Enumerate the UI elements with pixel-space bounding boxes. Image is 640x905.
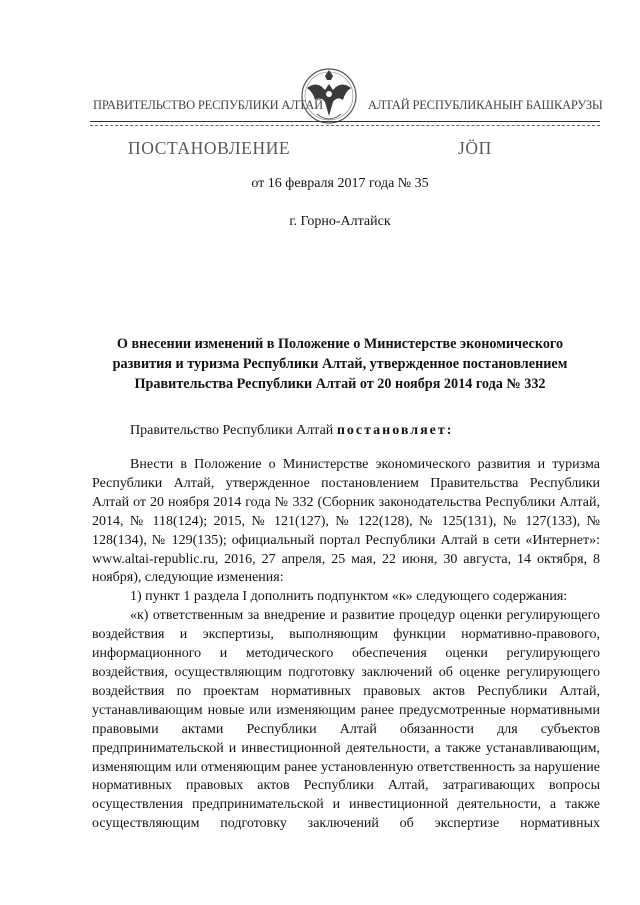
org-name-russian: ПРАВИТЕЛЬСТВО РЕСПУБЛИКИ АЛТАЙ	[93, 98, 323, 112]
decree-verb: постановляет:	[336, 423, 454, 438]
body-paragraph: «к) ответственным за внедрение и развитие процедур оценки регулирующего воздействия и экспертизы, выполняющим функции нормативно-правового, информационного и методического обеспечения оценки регулирующего воздействия, осуществляющим подготовку заключений об оценке регулирующего воздействия по проектам нормативных правовых актов Республики Алтай, устанавливающим новые или изменяющим ранее предусмотренные нормативными правовыми актами Республики Алтай обязанности для субъектов предпринимательской и инвестиционной деятельности, а также устанавливающим, изменяющим или отменяющим ранее установленную ответственность за нарушение нормативных правовых актов Республики Алтай, затрагивающих вопросы осуществления предпринимательской и инвестиционной деятельности, а также осуществляющим подготовку заключений об экспертизе нормативных	[92, 608, 600, 832]
document-title	[100, 334, 580, 394]
header-rule	[90, 121, 600, 122]
document-date: от 16 февраля 2017 года № 35	[251, 176, 429, 191]
title-line: О внесении изменений в Положение о Министерстве экономического	[116, 336, 564, 352]
header-rule-dashed	[90, 125, 600, 126]
doc-type-russian: ПОСТАНОВЛЕНИЕ	[128, 138, 291, 158]
title-line: Правительства Республики Алтай от 20 ноября 2014 года № 332	[134, 376, 546, 392]
title-line: развития и туризма Республики Алтай, утвержденное постановлением	[112, 356, 568, 372]
decree-statement	[130, 423, 453, 439]
doc-type-altai: JÖП	[458, 138, 492, 158]
document-body	[92, 456, 600, 834]
document-city: г. Горно-Алтайск	[289, 214, 391, 229]
body-paragraph: Внести в Положение о Министерстве экономического развития и туризма Республики Алтай, утвержденное постановлением Правительства Республики Алтай от 20 ноября 2014 года № 332 (Сборник законодательства Республики Алтай, 2014, № 118(124); 2015, № 121(127), № 122(128), № 125(131), № 127(133), № 128(134), № 129(135); официальный портал Республики Алтай в сети «Интернет»: www.altai-republic.ru, 2016, 27 апреля, 25 мая, 22 июня, 30 августа, 14 октября, 8 ноября), следующие изменения:	[92, 457, 600, 586]
decree-prefix: Правительство Республики Алтай	[130, 423, 337, 438]
org-name-altai: АЛТАЙ РЕСПУБЛИКАНЫҤ БАШКАРУЗЫ	[368, 98, 603, 112]
body-paragraph: 1) пункт 1 раздела I дополнить подпунктом «к» следующего содержания:	[130, 589, 568, 605]
